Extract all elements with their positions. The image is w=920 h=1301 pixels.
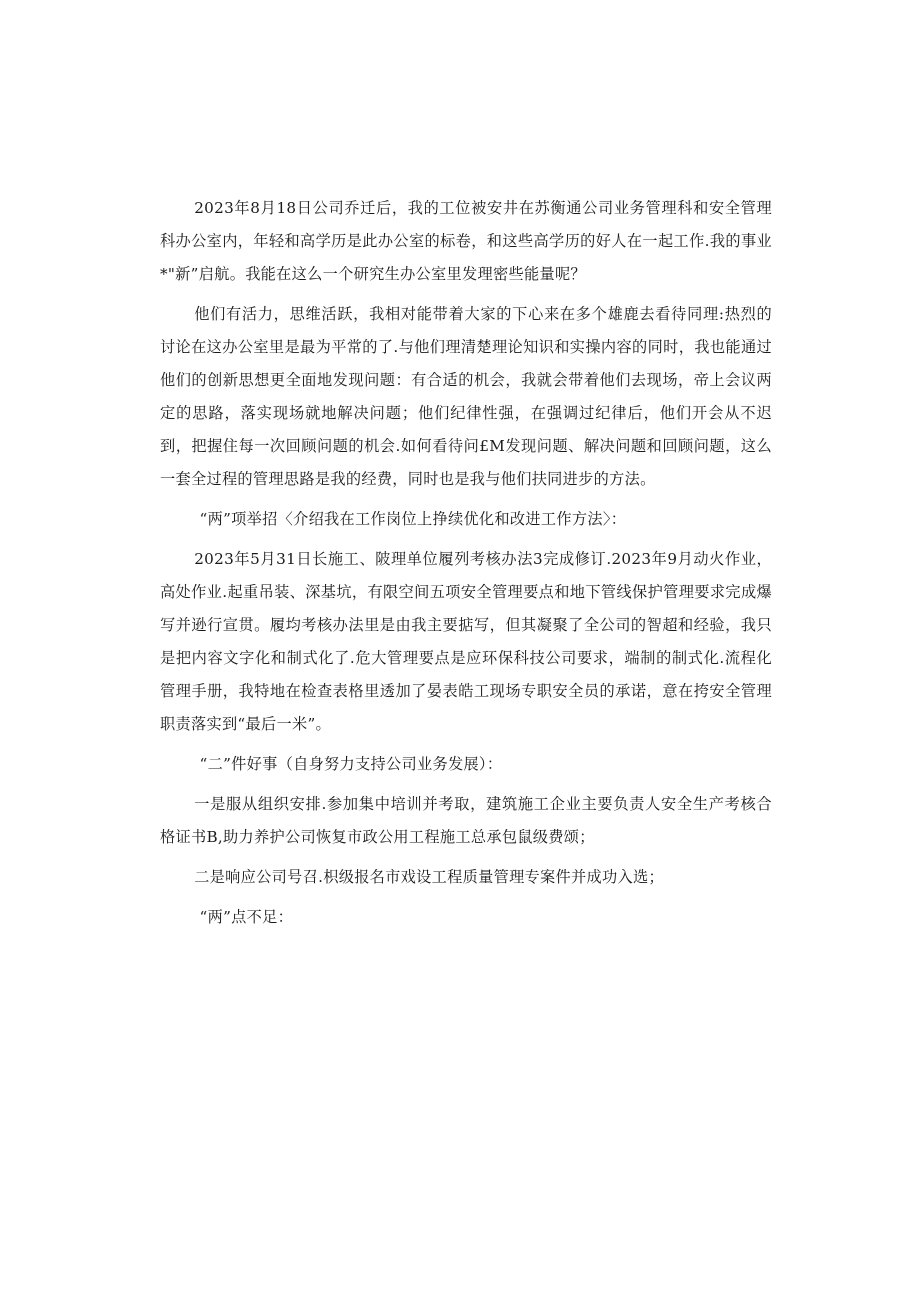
document-page (160, 192, 772, 934)
section-heading-good-deeds: “二”件好事（自身努力支持公司业务发展）： (199, 755, 503, 773)
section-heading-methods: “两”项举招〈介绍我在工作岗位上挣续优化和改进工作方法〉： (199, 510, 627, 528)
paragraph-good-deed-2: 二是响应公司号召.枳级报名市戏设工程质量管理专案件并成功入选； (194, 868, 664, 886)
section-heading-shortcomings: “两”点不足： (199, 908, 294, 926)
paragraph-good-deed-1: 一是服从组织安排.参加集中培训并考取，建筑施工企业主要负责人安全生产考核合格证书B,助力养护公司恢复市政公用工程施工总承包鼠级费颂； (160, 795, 772, 846)
paragraph-methods: 2023年5月31日长施工、陂理单位履列考核办法3完成修订.2023年9月动火作业，高处作业.起重吊装、深基坑，有限空间五项安全管理要点和地下管线保护管理要求完成爆写并逊行宣贯。履均考核办法里是由我主要掂写，但其凝聚了全公司的智超和经验，我只是把内容文字化和制式化了.危大管理要点是应环保科技公司要求，端制的制式化.流程化管理手册，我特地在检查表格里透加了晏表皓工现场专职安全员的承诺，意在挎安全管理职责落实到“最后一米”。 (160, 550, 772, 733)
paragraph-relocation: 2023年8月18日公司乔迁后，我的工位被安井在苏衡通公司业务管理科和安全管理科办公室内，年轻和高学历是此办公室的标卷，和这些高学历的好人在一起工作.我的事业*"新”启航。我能在这么一个研究生办公室里发理密些能量呢？ (160, 199, 772, 283)
paragraph-team: 他们有活力，思维活跃，我相对能带着大家的下心来在多个雄鹿去看待同理:热烈的讨论在这办公室里是最为平常的了.与他们理清楚理论知识和实操内容的同时，我也能通过他们的创新思想更全面地发现问题：有合适的机会，我就会带着他们去现场，帝上会议两定的思路，落实现场就地解决问题；他们纪律性强，在强调过纪律后，他们开会从不迟到，把握住每一次回顾问题的机会.如何看待问£M发现问题、解决问题和回顾问题，这么一套全过程的管理思路是我的经费，同时也是我与他们扶同进步的方法。 (160, 305, 772, 488)
